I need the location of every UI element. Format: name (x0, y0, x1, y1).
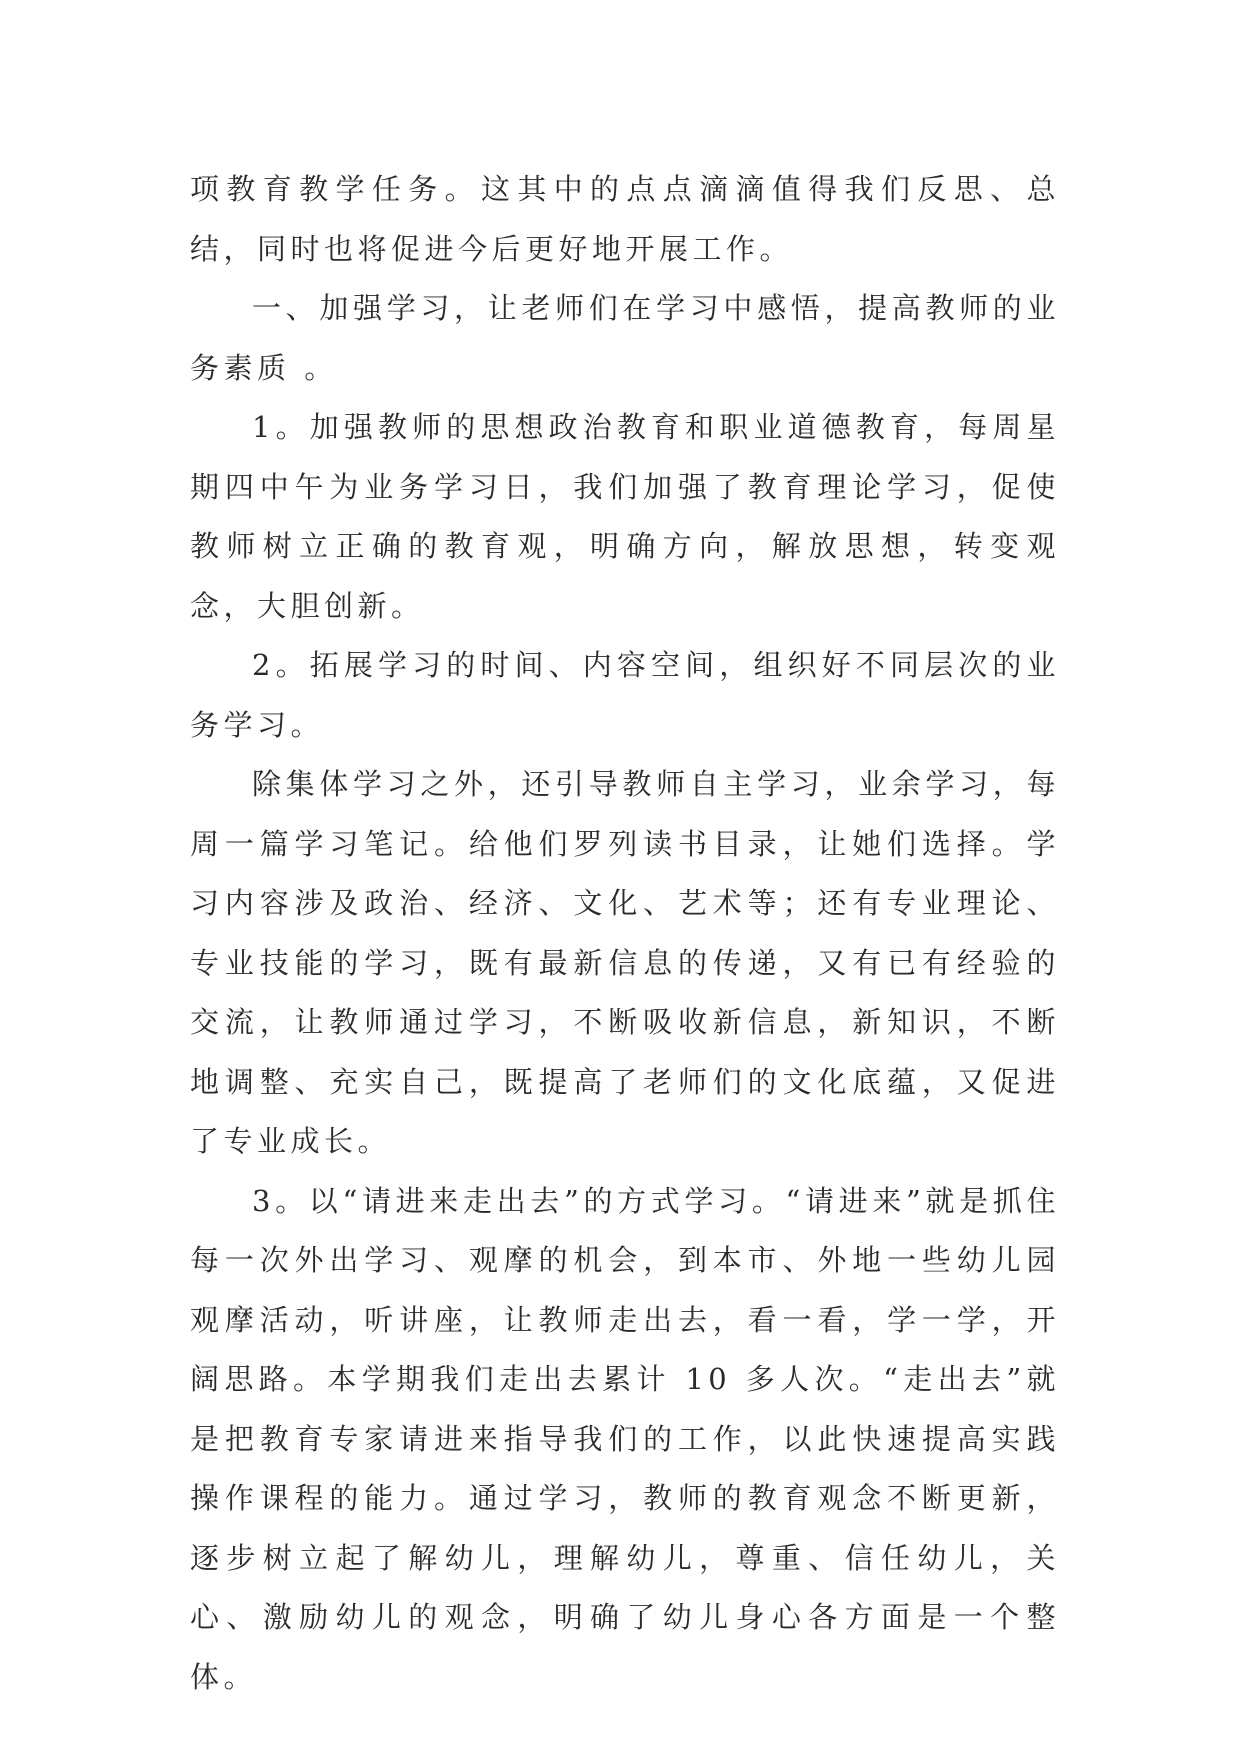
paragraph-item-1: 1。加强教师的思想政治教育和职业道德教育，每周星期四中午为业务学习日，我们加强了教育理论学习，促使教师树立正确的教育观，明确方向，解放思想，转变观念，大胆创新。 (190, 410, 1060, 623)
section-heading-1: 一、加强学习，让老师们在学习中感悟，提高教师的业务素质 。 (190, 291, 1060, 385)
paragraph-item-2: 2。拓展学习的时间、内容空间，组织好不同层次的业务学习。 (190, 648, 1060, 742)
paragraph-self-study: 除集体学习之外，还引导教师自主学习，业余学习，每周一篇学习笔记。给他们罗列读书目录，让她们选择。学习内容涉及政治、经济、文化、艺术等；还有专业理论、专业技能的学习，既有最新信息的传递，又有已有经验的交流，让教师通过学习，不断吸收新信息，新知识，不断地调整、充实自己，既提高了老师们的文化底蕴，又促进了专业成长。 (190, 767, 1060, 1158)
document-body (190, 160, 1060, 1707)
paragraph-item-3: 3。以“请进来走出去”的方式学习。“请进来”就是抓住每一次外出学习、观摩的机会，到本市、外地一些幼儿园观摩活动，听讲座，让教师走出去，看一看，学一学，开阔思路。本学期我们走出去累计 10 多人次。“走出去”就是把教育专家请进来指导我们的工作，以此快速提高实践操作课程的能力。通过学习，教师的教育观念不断更新，逐步树立起了解幼儿，理解幼儿，尊重、信任幼儿，关心、激励幼儿的观念，明确了幼儿身心各方面是一个整体。 (190, 1183, 1060, 1694)
paragraph-continuation: 项教育教学任务。这其中的点点滴滴值得我们反思、总结，同时也将促进今后更好地开展工作。 (190, 172, 1060, 266)
